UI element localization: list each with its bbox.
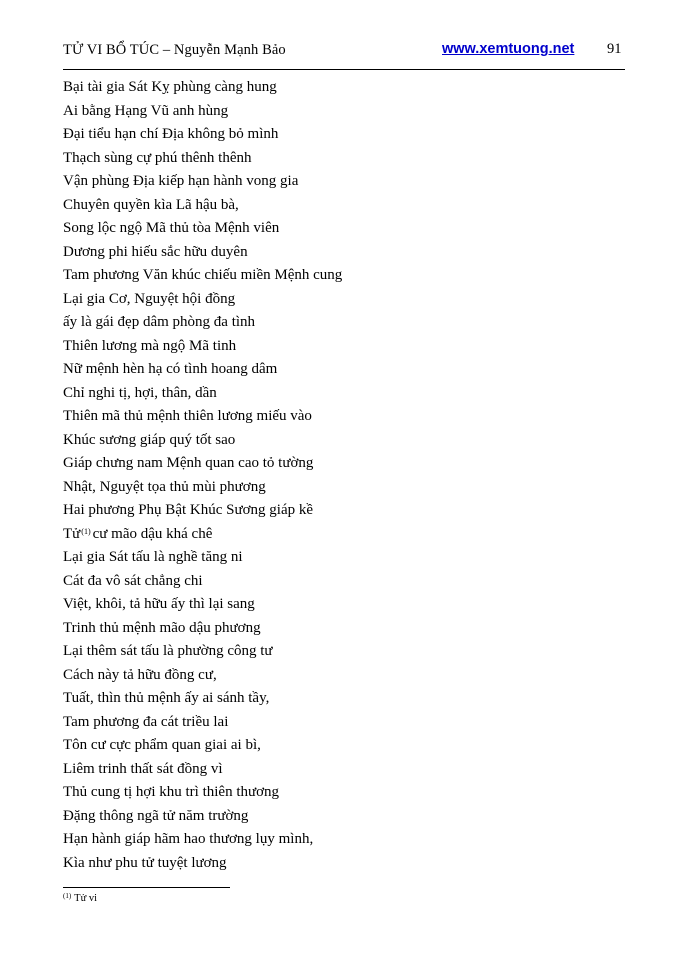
poem-line: Chỉ nghi tị, hợi, thân, dần	[63, 384, 217, 401]
poem-line-rest: cư mão dậu khá chê	[92, 525, 213, 542]
footnote-marker: (1)	[63, 892, 72, 900]
poem-line: Thiên lương mà ngộ Mã tinh	[63, 337, 237, 354]
poem-text	[63, 76, 342, 875]
poem-line: Cát đa vô sát chẳng chi	[63, 572, 203, 589]
poem-line: Hai phương Phụ Bật Khúc Sương giáp kề	[63, 502, 314, 518]
poem-line: Hạn hành giáp hãm hao thương lụy mình,	[63, 831, 314, 847]
poem-line: Thạch sùng cự phú thênh thênh	[63, 149, 252, 166]
poem-line: Liêm trinh thất sát đồng vì	[63, 760, 223, 777]
poem-line: Tuất, thìn thủ mệnh ấy ai sánh tầy,	[63, 690, 270, 706]
poem-line: Song lộc ngộ Mã thủ tòa Mệnh viên	[63, 220, 280, 236]
page-header	[63, 40, 625, 64]
poem-line: Đặng thông ngã tử năm trường	[63, 807, 249, 824]
poem-line: Vận phùng Địa kiếp hạn hành vong gia	[63, 173, 299, 189]
poem-line: Lại gia Cơ, Nguyệt hội đồng	[63, 290, 236, 307]
footnote-divider	[63, 887, 230, 888]
poem-line: Bại tài gia Sát Kỵ phùng càng hung	[63, 79, 277, 95]
poem-line: ấy là gái đẹp dâm phòng đa tình	[63, 314, 256, 330]
poem-line: Ai bằng Hạng Vũ anh hùng	[63, 102, 229, 119]
footnote	[63, 893, 97, 904]
poem-line: Trinh thủ mệnh mão dậu phương	[63, 619, 261, 636]
poem-line: Giáp chưng nam Mệnh quan cao tỏ tường	[63, 455, 314, 471]
poem-line: Lại gia Sát tấu là nghề tăng ni	[63, 549, 243, 565]
poem-line: Tam phương Văn khúc chiếu miền Mệnh cung	[63, 267, 343, 283]
poem-line: Lại thêm sát tấu là phường công tư	[63, 643, 273, 659]
footnote-text: Tử vi	[74, 893, 98, 904]
poem-line: Thủ cung tị hợi khu trì thiên thương	[63, 784, 280, 800]
poem-line: Nhật, Nguyệt tọa thủ mùi phương	[63, 478, 266, 495]
poem-line: Chuyên quyền kìa Lã hậu bà,	[63, 196, 239, 213]
poem-line: Đại tiểu hạn chí Địa không bỏ mình	[63, 126, 279, 142]
poem-line: Tôn cư cực phẩm quan giai ai bì,	[63, 737, 261, 753]
poem-line: Việt, khôi, tả hữu ấy thì lại sang	[63, 596, 255, 612]
poem-line: Dương phi hiếu sắc hữu duyên	[63, 243, 248, 260]
page-number: 91	[607, 41, 622, 57]
poem-line: Cách này tả hữu đồng cư,	[63, 666, 217, 683]
footnote-reference[interactable]: (1)	[81, 526, 91, 536]
poem-line: Tam phương đa cát triều lai	[63, 713, 229, 730]
poem-line-with-footnote	[63, 523, 342, 547]
poem-line: Kìa như phu tử tuyệt lương	[63, 854, 227, 871]
website-link[interactable]: www.xemtuong.net	[442, 41, 575, 57]
poem-line: Thiên mã thủ mệnh thiên lương miếu vào	[63, 408, 312, 424]
poem-line: Nữ mệnh hèn hạ có tình hoang dâm	[63, 361, 278, 377]
header-title: TỬ VI BỔ TÚC – Nguyễn Mạnh Bảo	[63, 42, 286, 58]
poem-line: Khúc sương giáp quý tốt sao	[63, 431, 236, 448]
header-divider	[63, 69, 625, 70]
poem-line-start: Tử	[63, 525, 81, 542]
